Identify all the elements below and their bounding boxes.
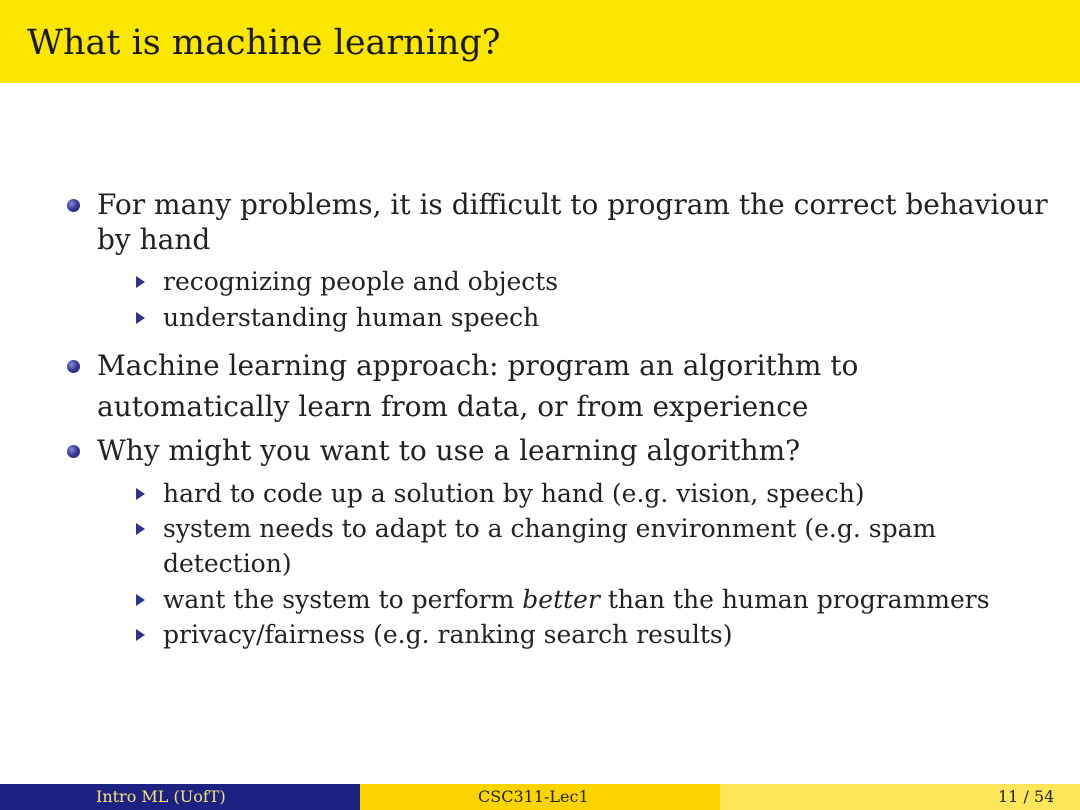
bullet-icon — [67, 199, 80, 212]
bullet-1-line-2: by hand — [97, 223, 211, 256]
bullet-1-subitem-1: recognizing people and objects — [163, 267, 559, 296]
bullet-3-subitem-1: hard to code up a solution by hand (e.g. vision, speech) — [163, 479, 865, 508]
bullet-2-line-1: Machine learning approach: program an algorithm to — [97, 349, 859, 382]
sub-bullet-arrow-icon — [136, 629, 145, 641]
sub-bullet-arrow-icon — [136, 488, 145, 500]
bullet-3-subitem-2: system needs to adapt to a changing environment (e.g. spam — [163, 514, 937, 543]
bullet-2-line-2: automatically learn from data, or from experience — [97, 390, 809, 423]
sub-bullet-arrow-icon — [136, 523, 145, 535]
bullet-1-line-1: For many problems, it is difficult to program the correct behaviour — [97, 188, 1048, 221]
footer-right-segment — [720, 784, 1080, 810]
bullet-1-subitem-2: understanding human speech — [163, 303, 540, 332]
bullet-3-subitem-3 — [163, 584, 990, 616]
sub-bullet-arrow-icon — [136, 312, 145, 324]
slide-title: What is machine learning? — [27, 23, 501, 63]
bullet-3-line-1: Why might you want to use a learning algorithm? — [97, 434, 801, 467]
footer-page-number: 11 / 54 — [998, 787, 1055, 806]
subitem-3-text-a: want the system to perform — [163, 585, 515, 614]
footer-author: Intro ML (UofT) — [96, 787, 226, 806]
footer-center-segment — [360, 784, 720, 810]
slide-footer — [0, 784, 1080, 810]
sub-bullet-arrow-icon — [136, 594, 145, 606]
bullet-icon — [67, 360, 80, 373]
bullet-3-subitem-2-cont: detection) — [163, 549, 292, 578]
subitem-3-text-b: than the human programmers — [607, 585, 990, 614]
footer-left-segment — [0, 784, 360, 810]
emphasis-better: better — [522, 585, 600, 614]
footer-course: CSC311-Lec1 — [478, 787, 589, 806]
bullet-3-subitem-4: privacy/fairness (e.g. ranking search results) — [163, 620, 733, 649]
sub-bullet-arrow-icon — [136, 276, 145, 288]
bullet-icon — [67, 445, 80, 458]
